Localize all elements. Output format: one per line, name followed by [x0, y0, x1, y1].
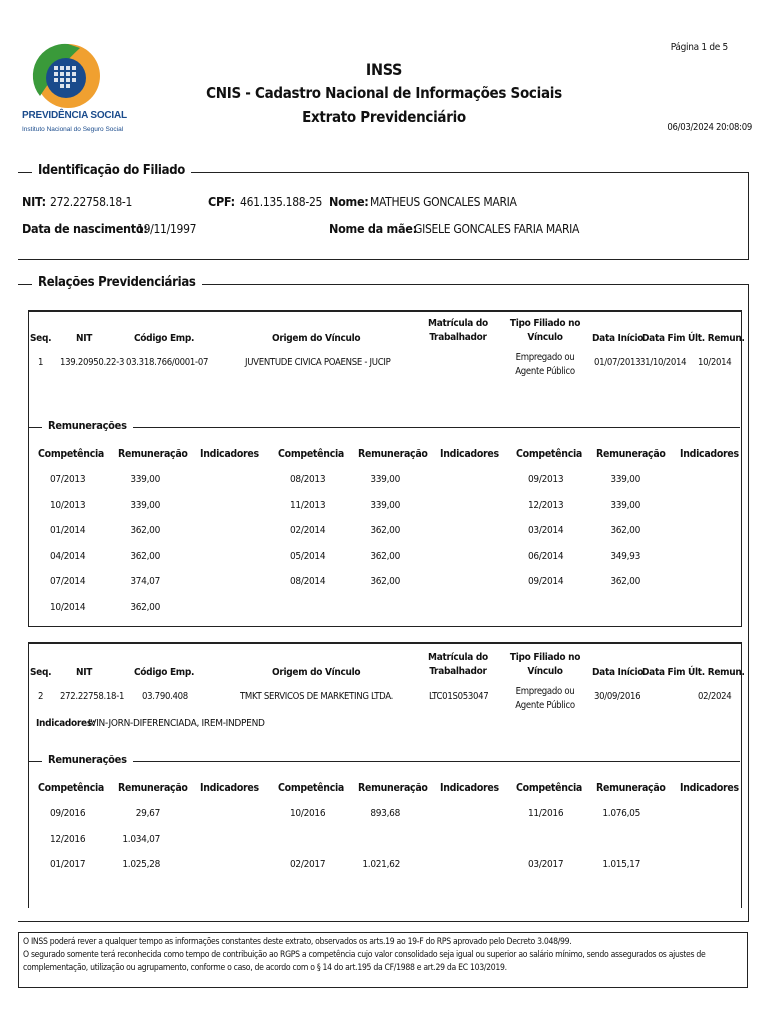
- remuneracao-header: Remuneração: [596, 448, 666, 460]
- header-tipo: Tipo Filiado no Vínculo: [509, 652, 581, 677]
- remuneracao-valor: 29,67: [135, 808, 160, 819]
- remuneracao-valor: 362,00: [610, 525, 640, 536]
- vinculo-tipo: Empregado ou Agente Público: [515, 352, 575, 377]
- remuneracao-competencia: 01/2017: [50, 859, 86, 870]
- remuneracao-valor: 339,00: [610, 474, 640, 485]
- remuneracao-competencia: 02/2014: [290, 525, 326, 536]
- remuneracao-competencia: 09/2016: [50, 808, 86, 819]
- mae-value: GISELE GONCALES FARIA MARIA: [414, 222, 580, 236]
- competencia-header: Competência: [38, 448, 104, 460]
- page-number: Página 1 de 5: [670, 42, 728, 53]
- remuneracao-competencia: 12/2013: [528, 499, 564, 511]
- indicadores-label: Indicadores:: [36, 718, 96, 729]
- vinculo-nit: 139.20950.22-3: [60, 357, 125, 368]
- header-seq: Seq.: [30, 667, 52, 678]
- indicadores-header: Indicadores: [440, 782, 499, 794]
- indicadores-value: IVIN-JORN-DIFERENCIADA, IREM-INDPEND: [88, 718, 265, 729]
- legal-notice-line-1: O INSS poderá rever a qualquer tempo as informações constantes deste extrato, observados os arts.19 ao 19-F do RPS aprovado pelo Decreto 3.048/99.: [23, 937, 572, 947]
- vinculo-ult-remun: 10/2014: [698, 357, 732, 368]
- remuneracao-valor: 362,00: [610, 576, 640, 587]
- indicadores-header: Indicadores: [680, 448, 739, 460]
- vinculo-nit: 272.22758.18-1: [60, 691, 125, 702]
- cpf-value: 461.135.188-25: [240, 195, 323, 209]
- nome-label: Nome:: [329, 194, 369, 209]
- header-origem: Origem do Vínculo: [272, 667, 361, 678]
- system-name: CNIS - Cadastro Nacional de Informações Sociais: [206, 84, 562, 102]
- header-codigo: Código Emp.: [134, 667, 195, 678]
- remuneracao-header: Remuneração: [358, 448, 428, 460]
- nit-label: NIT:: [22, 194, 46, 209]
- remuneracao-valor: 362,00: [370, 550, 400, 562]
- filiado-legend: Identificação do Filiado: [32, 163, 191, 178]
- remuneracoes-divider: [28, 761, 740, 762]
- remuneracao-competencia: 08/2014: [290, 576, 326, 587]
- vinculo-origem: TMKT SERVICOS DE MARKETING LTDA.: [240, 691, 394, 702]
- remuneracao-valor: 339,00: [370, 499, 400, 511]
- nome-value: MATHEUS GONCALES MARIA: [370, 195, 517, 209]
- indicadores-header: Indicadores: [680, 782, 739, 794]
- page-title: INSS: [365, 60, 403, 79]
- vinculo-codigo: 03.790.408: [142, 691, 188, 702]
- remuneracao-header: Remuneração: [596, 782, 666, 794]
- relacoes-legend: Relações Previdenciárias: [32, 275, 202, 290]
- header-fim: Data Fim: [642, 667, 686, 678]
- competencia-header: Competência: [516, 782, 582, 794]
- remuneracao-valor: 339,00: [130, 474, 160, 485]
- nascimento-value: 19/11/1997: [137, 222, 197, 236]
- vinculo-origem: JUVENTUDE CIVICA POAENSE - JUCIP: [245, 357, 391, 368]
- remuneracao-valor: 1.034,07: [122, 833, 160, 845]
- remuneracao-valor: 362,00: [130, 601, 160, 613]
- vinculo-fim: 31/10/2014: [640, 357, 687, 368]
- header-tipo: Tipo Filiado no Vínculo: [509, 318, 581, 343]
- remuneracao-competencia: 04/2014: [50, 550, 86, 562]
- remuneracoes-divider: [28, 427, 740, 428]
- issue-timestamp: 06/03/2024 20:08:09: [667, 122, 752, 133]
- header-origem: Origem do Vínculo: [272, 333, 361, 344]
- remuneracao-valor: 1.015,17: [602, 859, 640, 870]
- header-inicio: Data Início: [592, 333, 644, 344]
- vinculo-codigo: 03.318.766/0001-07: [126, 357, 209, 368]
- header-nit: NIT: [76, 667, 93, 678]
- header-ult-remun: Últ. Remun.: [688, 667, 745, 678]
- header-nit: NIT: [76, 333, 93, 344]
- remuneracao-header: Remuneração: [118, 782, 188, 794]
- competencia-header: Competência: [38, 782, 104, 794]
- vinculo-tipo: Empregado ou Agente Público: [515, 686, 575, 711]
- cpf-label: CPF:: [208, 194, 235, 209]
- remuneracao-header: Remuneração: [118, 448, 188, 460]
- competencia-header: Competência: [278, 448, 344, 460]
- header-ult-remun: Últ. Remun.: [688, 333, 745, 344]
- remuneracao-competencia: 05/2014: [290, 550, 326, 562]
- remuneracao-valor: 362,00: [130, 550, 160, 562]
- remuneracao-competencia: 08/2013: [290, 474, 326, 485]
- remuneracao-competencia: 11/2013: [290, 499, 326, 511]
- indicadores-header: Indicadores: [200, 782, 259, 794]
- header-codigo: Código Emp.: [134, 333, 195, 344]
- remuneracao-valor: 1.025,28: [122, 859, 160, 870]
- document-name: Extrato Previdenciário: [302, 108, 466, 126]
- remuneracao-competencia: 07/2013: [50, 474, 86, 485]
- remuneracao-valor: 339,00: [130, 499, 160, 511]
- remuneracoes-legend: Remunerações: [42, 419, 133, 432]
- remuneracao-valor: 362,00: [130, 525, 160, 536]
- remuneracao-competencia: 03/2014: [528, 525, 564, 536]
- vinculo-inicio: 30/09/2016: [594, 691, 641, 702]
- header-matricula: Matrícula do Trabalhador: [428, 652, 488, 677]
- mae-label: Nome da mãe:: [329, 221, 417, 236]
- remuneracao-valor: 339,00: [610, 499, 640, 511]
- header-fim: Data Fim: [642, 333, 686, 344]
- remuneracao-competencia: 10/2014: [50, 601, 86, 613]
- indicadores-header: Indicadores: [440, 448, 499, 460]
- remuneracao-competencia: 10/2016: [290, 808, 326, 819]
- remuneracao-valor: 1.021,62: [362, 859, 400, 870]
- remuneracao-competencia: 07/2014: [50, 576, 86, 587]
- vinculo-seq: 1: [38, 357, 44, 368]
- remuneracao-competencia: 01/2014: [50, 525, 86, 536]
- remuneracoes-legend: Remunerações: [42, 753, 133, 766]
- remuneracao-valor: 339,00: [370, 474, 400, 485]
- competencia-header: Competência: [278, 782, 344, 794]
- remuneracao-valor: 362,00: [370, 525, 400, 536]
- nascimento-label: Data de nascimento:: [22, 221, 148, 236]
- remuneracao-competencia: 11/2016: [528, 808, 564, 819]
- remuneracao-competencia: 10/2013: [50, 499, 86, 511]
- logo-title: PREVIDÊNCIA SOCIAL: [22, 110, 127, 121]
- vinculo-ult-remun: 02/2024: [698, 691, 732, 702]
- logo-subtitle: Instituto Nacional do Seguro Social: [22, 126, 124, 133]
- remuneracao-competencia: 09/2013: [528, 474, 564, 485]
- header-inicio: Data Início: [592, 667, 644, 678]
- indicadores-header: Indicadores: [200, 448, 259, 460]
- remuneracao-competencia: 06/2014: [528, 550, 564, 562]
- legal-notice-line-2: O segurado somente terá reconhecida como tempo de contribuição ao RGPS a competência cujo valor consolidado seja igual ou superior ao salário mínimo, sendo assegurados os ajustes de complementação, utilização ou agrupamento, conforme o caso, de acordo com o § 14 do art.195 da CF/1988 e art.29 da EC 103/2019.: [23, 949, 706, 973]
- vinculo-seq: 2: [38, 691, 44, 702]
- remuneracao-header: Remuneração: [358, 782, 428, 794]
- remuneracao-valor: 349,93: [610, 550, 640, 562]
- vinculo-inicio: 01/07/2013: [594, 357, 641, 368]
- remuneracao-valor: 362,00: [370, 576, 400, 587]
- legal-notice: [18, 932, 748, 988]
- remuneracao-valor: 1.076,05: [602, 808, 640, 819]
- vinculo-matricula: LTC01S053047: [429, 691, 489, 702]
- filiado-box: [18, 172, 749, 260]
- header-matricula: Matrícula do Trabalhador: [428, 318, 488, 343]
- header-seq: Seq.: [30, 333, 52, 344]
- nit-value: 272.22758.18-1: [50, 195, 133, 209]
- remuneracao-competencia: 12/2016: [50, 833, 86, 845]
- remuneracao-competencia: 03/2017: [528, 859, 564, 870]
- competencia-header: Competência: [516, 448, 582, 460]
- remuneracao-valor: 893,68: [370, 808, 400, 819]
- remuneracao-competencia: 02/2017: [290, 859, 326, 870]
- remuneracao-valor: 374,07: [130, 576, 160, 587]
- remuneracao-competencia: 09/2014: [528, 576, 564, 587]
